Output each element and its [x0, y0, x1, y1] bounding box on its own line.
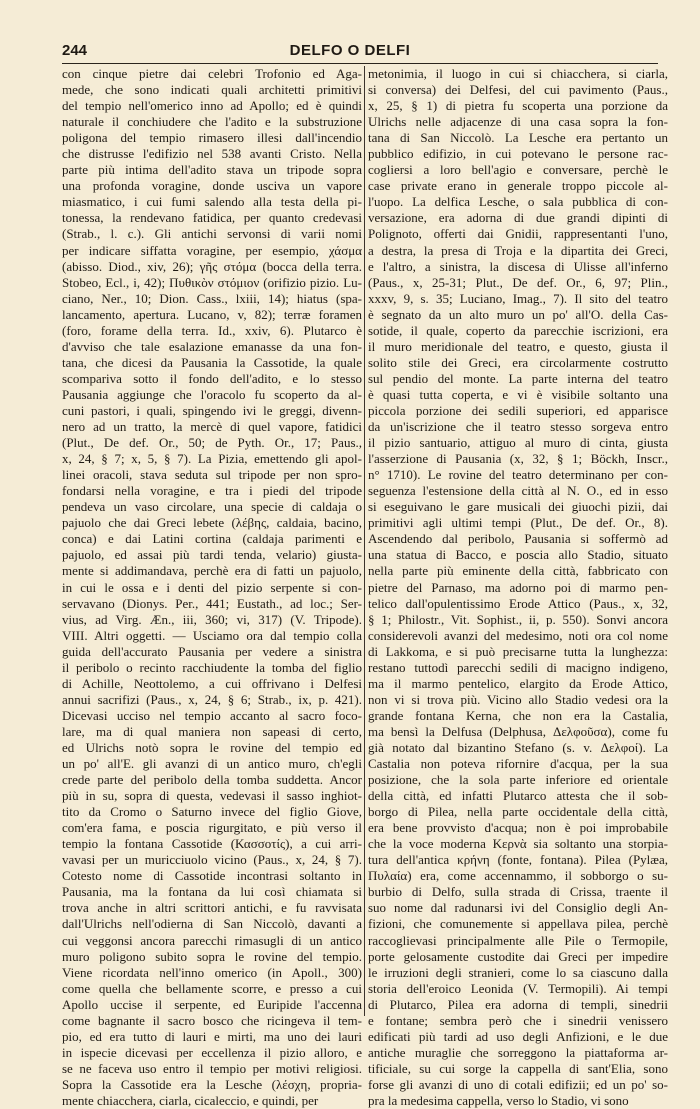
text-line: (foro, forame della terra. Id., xxiv, 6). Plutarco è: [62, 322, 362, 338]
text-line: nella parte più eminente della città, fabbricato con: [368, 563, 668, 579]
text-line: x, 25, § 1) di pietra fu scoperta una porzione da: [368, 98, 668, 114]
text-line: si eseguivano le gare musicali dei giuochi pizii, dai: [368, 499, 668, 515]
text-line: Stobeo, Ecl., i, 42); Πυθικὸν στόμιον (orifizio pizio. Lu-: [62, 274, 362, 290]
text-line: con cinque pietre dai celebri Trofonio ed Aga-: [62, 66, 362, 81]
text-line: metonimia, il luogo in cui si chiacchera, si ciarla,: [368, 66, 668, 81]
text-line: Pausania, ma la fontana da lui così chiamata si: [62, 884, 362, 900]
text-line: restano tuttodì parecchi sedili di macigno indigeno,: [368, 659, 668, 675]
text-line: del tempio nell'omerico inno ad Apollo; ed è quindi: [62, 98, 362, 114]
text-line: conca) e dai Latini cortina (caldaja parimenti e: [62, 531, 362, 547]
text-line: pendeva un vaso circolare, una specie di caldaja o: [62, 499, 362, 515]
text-line: a destra, la presa di Troja e la dipartita dei Greci,: [368, 242, 668, 258]
text-line: d'avviso che tale esalazione emanasse da una fon-: [62, 338, 362, 354]
text-line: Ascendendo dal peribolo, Pausania si soffermò ad: [368, 531, 668, 547]
text-line: pietre del Parnaso, ma adorno poi di marmo pen-: [368, 579, 668, 595]
text-line: come quella che bellamente scorre, e presso a cui: [62, 980, 362, 996]
text-line: il pizio santuario, attiguo al muro di cinta, giusta: [368, 435, 668, 451]
text-line: n° 1710). Le rovine del teatro determinano per con-: [368, 467, 668, 483]
text-line: fizioni, che comunemente si appellava pilea, perchè: [368, 916, 668, 932]
page-header: [40, 40, 660, 64]
text-line: pajuolo, ed assai più tardi tenda, velario) giusta-: [62, 547, 362, 563]
text-line: edificati più tardi ad uso degli Anfizioni, e le due: [368, 1028, 668, 1044]
text-line: vius, ad Virg. Æn., iii, 360; vi, 317) (V. Tripode).: [62, 611, 362, 627]
text-line: § 1; Philostr., Vit. Sophist., ii, p. 550). Sonvi ancora: [368, 611, 668, 627]
text-line: forse gli avanzi di uno di cotali edifizii; ed un po' so-: [368, 1076, 668, 1092]
text-line: (Plut., De def. Or., 50; de Pyth. Or., 17; Paus.,: [62, 435, 362, 451]
header-rule: [62, 63, 658, 64]
text-line: (abisso. Diod., xiv, 26); γῆς στόμα (bocca della terra.: [62, 258, 362, 274]
text-line: come bagnante il sacro bosco che ricingeva il tem-: [62, 1012, 362, 1028]
text-line: tura dell'antica κρήνη (fonte, fontana). Pilea (Pylæa,: [368, 852, 668, 868]
left-column: [62, 66, 362, 1108]
text-line: sotide, il quale, coperto da parecchie iscrizioni, era: [368, 322, 668, 338]
text-line: tonessa, la rendevano fatidica, per quanto credevasi: [62, 210, 362, 226]
text-line: muro poligono subito sopra le rovine del tempio.: [62, 948, 362, 964]
text-line: mente chiacchera, ciarla, cicaleccio, e quindi, per: [62, 1093, 319, 1108]
text-line: pio, ed era tutto di lauri e mirti, ma uno dei lauri: [62, 1028, 362, 1044]
text-line: il muro meridionale del teatro, e questo, giusta il: [368, 338, 668, 354]
text-line: Polignoto, offerti dai Gnidii, rappresentanti l'uno,: [368, 226, 668, 242]
text-line: servavano (Dionys. Per., 441; Eustath., ad loc.; Ser-: [62, 595, 362, 611]
text-line: Viene ricordata nell'inno omerico (in Apoll., 300): [62, 964, 362, 980]
text-line: Dicevasi ucciso nel tempio accanto al sacro foco-: [62, 707, 362, 723]
text-line: Πυλαία) era, come accennammo, il sobborgo o su-: [368, 868, 668, 884]
text-line: per indicare siffatta voragine, per esempio, χάσμα: [62, 242, 362, 258]
text-line: grande fontana Kerna, che non era la Castalia,: [368, 707, 668, 723]
text-line: com'era fama, e poscia rigurgitato, e più verso il: [62, 820, 362, 836]
text-line: versazione, era adorna di due grandi dipinti di: [368, 210, 668, 226]
text-line: da un'iscrizione che il teatro stesso sorgeva entro: [368, 419, 668, 435]
text-line: storia dell'eroico Leonida (V. Termopili). Ai tempi: [368, 980, 668, 996]
text-line: è quasi tutta coperta, e vi è visibile soltanto una: [368, 386, 668, 402]
text-line: tana, che dicesi da Pausania la Cassotide, la quale: [62, 354, 362, 370]
text-line: xxxv, 9, s. 35; Luciano, Imag., 7). Il sito del teatro: [368, 290, 668, 306]
text-line: ed Ulrichs notò sopra le rovine del tempio ed: [62, 739, 362, 755]
text-line: vavasi per un muricciuolo vicino (Paus., x, 24, § 7).: [62, 852, 362, 868]
text-line: pra la medesima cappella, verso lo Stadio, vi sono: [368, 1093, 629, 1108]
text-line: una profonda voragine, donde usciva un vapore: [62, 178, 362, 194]
text-line: x, 24, § 7; x, 5, § 7). La Pizia, emettendo gli apol-: [62, 451, 362, 467]
text-line: che distrusse l'edifizio nel 538 avanti Cristo. Nella: [62, 146, 362, 162]
text-line: di Lakkoma, e si può precisarne tutta la lunghezza:: [368, 643, 668, 659]
text-line: l'asserzione di Pausania (x, 32, § 1; Böckh, Inscr.,: [368, 451, 668, 467]
text-line: si conversa) dei Delfesi, del cui pavimento (Paus.,: [368, 82, 668, 98]
text-line: seguenza l'estensione della città al N. O., ed in esso: [368, 483, 668, 499]
text-line: primitivi agli ultimi tempi (Plut., De def. Or., 8).: [368, 515, 668, 531]
text-line: VIII. Altri oggetti. — Usciamo ora dal tempio colla: [62, 627, 362, 643]
text-line: che la voce moderna Κερνὰ sia soltanto una storpia-: [368, 836, 668, 852]
text-line: scompariva sotto il fondo dell'adito, e lo stesso: [62, 370, 362, 386]
text-line: posizione, che la sola parte inferiore ed orientale: [368, 772, 668, 788]
text-line: in cui le ossa e i denti del pizio serpente si con-: [62, 579, 362, 595]
column-divider: [364, 66, 365, 1016]
text-line: sul pendio del monte. La parte interna del teatro: [368, 370, 668, 386]
text-line: annui sacrifizi (Paus., x, 24, § 6; Strab., ix, p. 421).: [62, 691, 362, 707]
text-line: Cotesto nome di Cassotide incontrasi soltanto in: [62, 868, 362, 884]
text-line: suo nome dal radunarsi ivi del Consiglio degli An-: [368, 900, 668, 916]
text-line: cogliersi a loro bell'agio e conversare, perchè le: [368, 162, 668, 178]
text-line: tificiale, su cui sorge la cappella di sant'Elia, sono: [368, 1060, 668, 1076]
text-line: della città, ed infatti Plutarco attesta che il sob-: [368, 788, 668, 804]
text-line: tito da Cromo o Saturno invece del figlio Giove,: [62, 804, 362, 820]
text-line: case private erano in generale troppo piccole al-: [368, 178, 668, 194]
text-line: borgo di Pilea, nella parte occidentale della città,: [368, 804, 668, 820]
text-line: pajuolo che dai Greci lebete (λέβης, caldaia, bacino,: [62, 515, 362, 531]
text-line: e l'altro, a sinistra, la discesa di Ulisse all'inferno: [368, 258, 668, 274]
text-line: nero ad un tratto, la mercè di quel vapore, fatidici: [62, 419, 362, 435]
text-line: mente si addimandava, perchè era di fatti un pajuolo,: [62, 563, 362, 579]
text-line: di Achille, Neottolemo, a cui offrivano i Delfesi: [62, 675, 362, 691]
text-line: tana di San Niccolò. La Lesche era pertanto un: [368, 130, 668, 146]
text-line: ciano, Ner., 10; Dion. Cass., lxiii, 14); hiatus (spa-: [62, 290, 362, 306]
text-line: una statua di Bacco, e poscia allo Stadio, situato: [368, 547, 668, 563]
text-line: non vi si trova più. Vicino allo Stadio vedesi ora la: [368, 691, 668, 707]
text-line: l'uopo. La delfica Lesche, o sala pubblica di con-: [368, 194, 668, 210]
text-line: già notato dal bizantino Stefano (s. v. Δελφοί). La: [368, 739, 668, 755]
text-line: cuni pastori, i quali, spingendo ivi le greggi, divenn-: [62, 402, 362, 418]
text-line: (Strab., l. c.). Gli antichi servonsi di varii nomi: [62, 226, 362, 242]
text-line: mede, che sono indicati quali architetti primitivi: [62, 82, 362, 98]
text-line: lancamento, apertura. Lucano, v, 82); terræ foramen: [62, 306, 362, 322]
text-line: raccoglievasi principalmente alle Pile o Termopile,: [368, 932, 668, 948]
text-line: Pausania aggiunge che l'oracolo fu scoperto da al-: [62, 386, 362, 402]
text-line: poligona del tempio rimasero illesi dall'incendio: [62, 130, 362, 146]
text-line: in ispecie dicevasi per eccellenza il pizio alloro, e: [62, 1044, 362, 1060]
page-number: 244: [62, 42, 88, 59]
text-line: crede parte del peribolo della tomba suddetta. Ancor: [62, 772, 362, 788]
text-line: trova anche in altri scrittori antichi, e fu ravvisata: [62, 900, 362, 916]
text-line: ma bensì la Delfusa (Delphusa, Δελφοῦσα), come fu: [368, 723, 668, 739]
text-line: piccola porzione dei sedili superiori, ed apparisce: [368, 402, 668, 418]
text-line: fondarsi nella voragine, e tra i piedi del tripode: [62, 483, 362, 499]
text-line: burbio di Delfo, sulla strada di Crissa, traente il: [368, 884, 668, 900]
text-line: naturale il conchiudere che l'adito e la substruzione: [62, 114, 362, 130]
text-line: le irruzioni degli stranieri, come lo sa ciascuno dalla: [368, 964, 668, 980]
text-line: Castalia non poteva rifornire d'acqua, per la sua: [368, 756, 668, 772]
text-line: e fontane; sembra però che i sinedrii venissero: [368, 1012, 668, 1028]
text-line: telico dall'opulentissimo Erode Attico (Paus., x, 32,: [368, 595, 668, 611]
text-line: porte gelosamente custodite dai Greci per impedire: [368, 948, 668, 964]
text-line: un po' all'E. gli avanzi di un antico muro, ch'egli: [62, 756, 362, 772]
text-line: (Paus., x, 25-31; Plut., De def. Or., 6, 97; Plin.,: [368, 274, 668, 290]
text-line: Apollo uccise il serpente, ed Euripide l'accenna: [62, 996, 362, 1012]
text-line: il peribolo o recinto racchiudente la tomba del figlio: [62, 659, 362, 675]
text-line: di Plutarco, Pilea era adorna di templi, sinedrii: [368, 996, 668, 1012]
text-line: Ulrichs nelle adjacenze di una casa sopra la fon-: [368, 114, 668, 130]
right-column: [368, 66, 668, 1108]
text-line: è segnato da un alto muro un po' all'O. della Cas-: [368, 306, 668, 322]
text-line: se ne faceva uso entro il tempio per motivi religiosi.: [62, 1060, 362, 1076]
text-line: dall'Ulrichs nell'odierna di San Niccolò, davanti a: [62, 916, 362, 932]
text-line: solito stile dei Greci, era circolarmente costrutto: [368, 354, 668, 370]
text-line: considerevoli avanzi del medesimo, noti ora col nome: [368, 627, 668, 643]
text-line: lare, ma di qual maniera non sapeasi di certo,: [62, 723, 362, 739]
text-line: parte più intima dell'adito stava un tripode sopra: [62, 162, 362, 178]
text-line: era bene provvisto d'acqua; non è poi improbabile: [368, 820, 668, 836]
text-line: antiche muraglie che sorreggono la piattaforma ar-: [368, 1044, 668, 1060]
text-line: Sopra la Cassotide era la Lesche (λέσχη, propria-: [62, 1076, 362, 1092]
text-line: guida dell'accurato Pausania per vedere a sinistra: [62, 643, 362, 659]
text-line: tempio la fontana Cassotide (Κασσοτίς), a cui arri-: [62, 836, 362, 852]
running-title: DELFO O DELFI: [289, 42, 411, 59]
text-line: miasmatico, i cui fumi salendo alla testa della pi-: [62, 194, 362, 210]
text-line: ma il marmo pentelico, elargito da Erode Attico,: [368, 675, 668, 691]
text-line: linei oracoli, stava seduta sul tripode per non spro-: [62, 467, 362, 483]
text-line: cui veggonsi ancora parecchi rimasugli di un antico: [62, 932, 362, 948]
text-line: più in su, sopra di questa, vedevasi il sasso inghiot-: [62, 788, 362, 804]
text-line: pubblico edifizio, in cui potevano le persone rac-: [368, 146, 668, 162]
